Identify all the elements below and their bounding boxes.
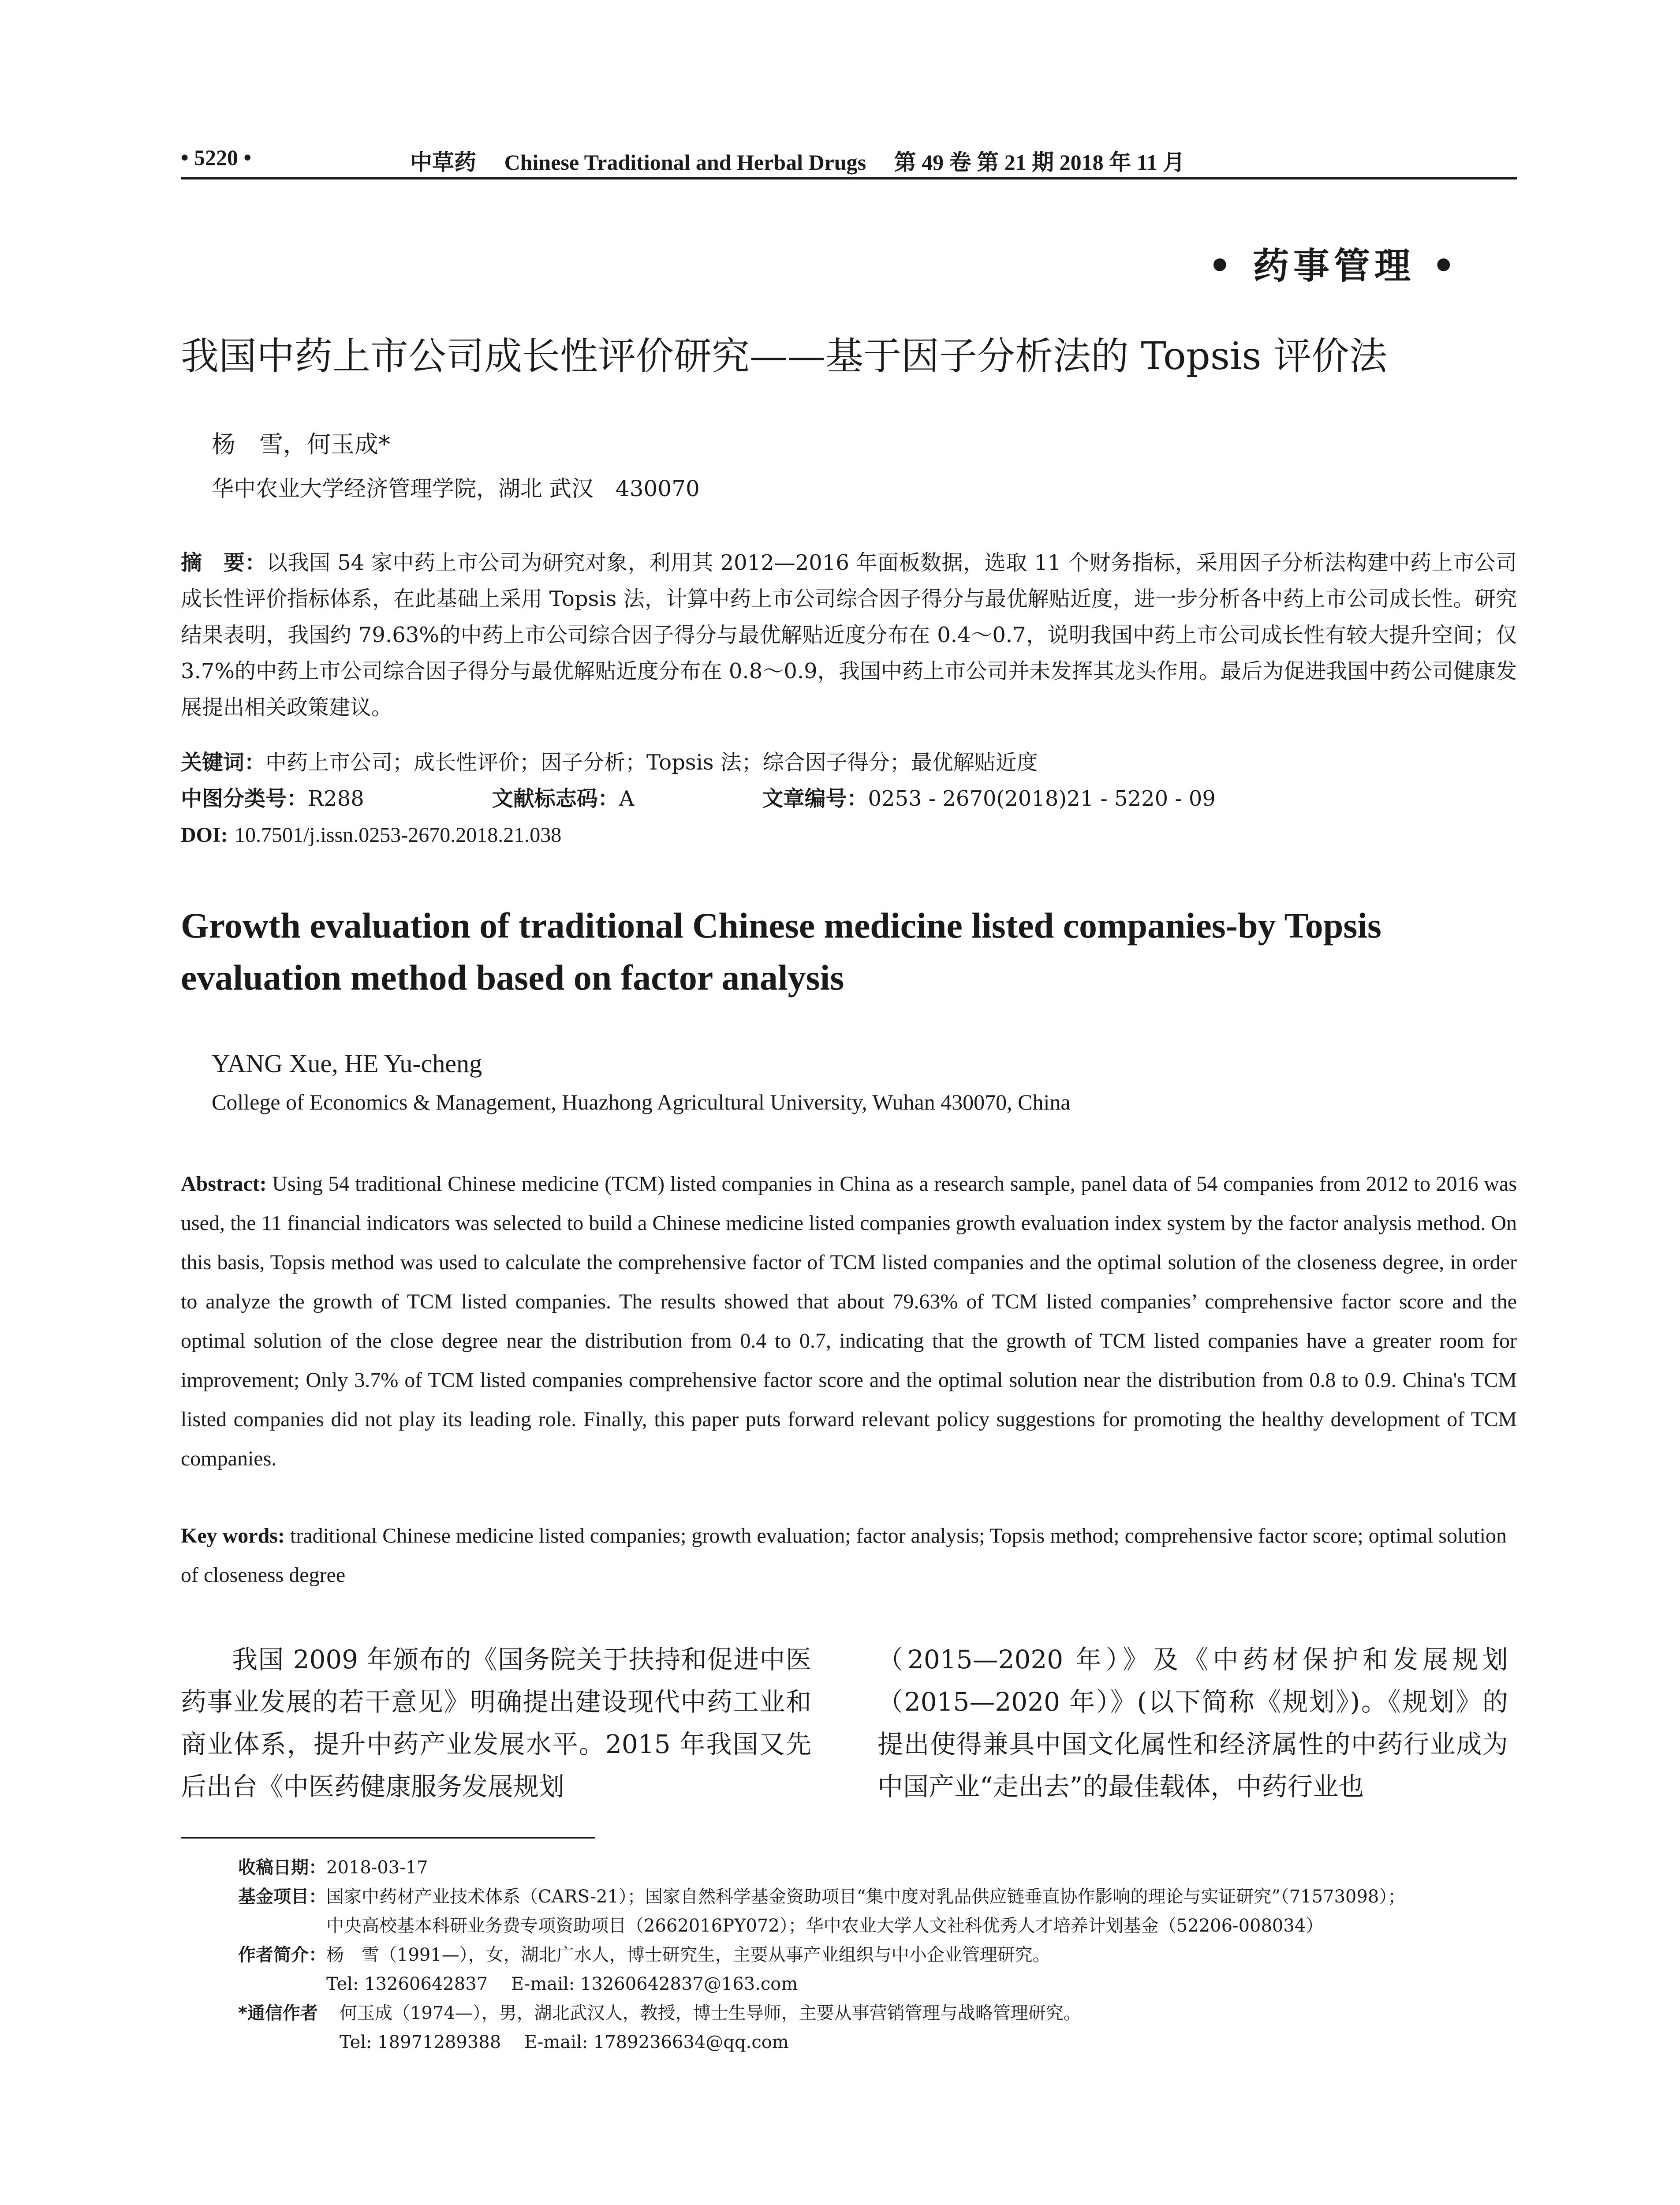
corresponding-label: *通信作者 xyxy=(238,2003,318,2023)
footnote-fund xyxy=(238,1882,1517,1940)
keywords-en-label: Key words: xyxy=(181,1524,285,1547)
body-column-right: （2015—2020 年）》及《中药材保护和发展规划（2015—2020 年）》(以下简称《规划》)。《规划》的提出使得兼具中国文化属性和经济属性的中药行业成为中国产业“走出去”的最佳载体，中药行业也 xyxy=(877,1644,1508,1801)
corresponding-text xyxy=(340,1999,1081,2057)
corresponding-line-1: 何玉成（1974—），男，湖北武汉人，教授，博士生导师，主要从事营销管理与战略管理研究。 xyxy=(340,2003,1081,2023)
clc-value: R288 xyxy=(308,786,364,811)
authors-cn: 杨 雪，何玉成* xyxy=(212,430,390,458)
fund-line-1: 国家中药材产业技术体系（CARS-21）；国家自然科学基金资助项目“集中度对乳品供应链垂直协作影响的理论与实证研究”（71573098）； xyxy=(326,1887,1406,1907)
abstract-cn xyxy=(181,545,1517,725)
abstract-cn-label: 摘 要： xyxy=(181,550,266,575)
running-header xyxy=(181,140,1508,180)
abstract-en-text: Using 54 traditional Chinese medicine (TCM) listed companies in China as a research sample, panel data of 54 companies from 2012 to 2016 was used, the 11 financial indicators was selected to build a Chinese medicine listed companies growth evaluation index system by the factor analysis method. On this basis, Topsis method was used to calculate the comprehensive factor of TCM listed companies and the optimal solution of the closeness degree, in order to analyze the growth of TCM listed companies. The results showed that about 79.63% of TCM listed companies’ comprehensive factor score and the optimal solution of the close degree near the distribution from 0.4 to 0.7, indicating that the growth of TCM listed companies have a greater room for improvement; Only 3.7% of TCM listed companies comprehensive factor score and the optimal solution near the distribution from 0.8 to 0.9. China's TCM listed companies did not play its leading role. Finally, this paper puts forward relevant policy suggestions for promoting the healthy development of TCM companies. xyxy=(181,1172,1517,1470)
author-bio-text xyxy=(326,1940,1050,1999)
author-bio-line-1: 杨 雪（1991—），女，湖北广水人，博士研究生，主要从事产业组织与中小企业管理研究。 xyxy=(326,1945,1050,1965)
fund-line-2: 中央高校基本科研业务费专项资助项目（2662016PY072）；华中农业大学人文社科优秀人才培养计划基金（52206-008034） xyxy=(326,1916,1324,1936)
article-number-label: 文章编号： xyxy=(762,786,868,811)
journal-issue: 第 49 卷 第 21 期 2018 年 11 月 xyxy=(894,150,1185,175)
doc-code-label: 文献标志码： xyxy=(492,786,619,811)
author-bio-label: 作者简介： xyxy=(238,1945,326,1965)
abstract-en xyxy=(181,1164,1517,1478)
journal-info xyxy=(410,145,1185,176)
authors-en: YANG Xue, HE Yu-cheng xyxy=(212,1049,482,1078)
header-rule xyxy=(181,177,1517,179)
affiliation-en: College of Economics & Management, Huazhong Agricultural University, Wuhan 430070, China xyxy=(212,1090,1071,1114)
author-bio-line-2: Tel: 13260642837 E-mail: 13260642837@163.com xyxy=(326,1974,798,1994)
received-value: 2018-03-17 xyxy=(326,1857,428,1878)
footnote-rule xyxy=(181,1837,595,1839)
keywords-cn-label: 关键词： xyxy=(181,750,266,775)
corresponding-line-2: Tel: 18971289388 E-mail: 1789236634@qq.com xyxy=(340,2032,789,2052)
doc-code-value: A xyxy=(619,786,635,811)
footnote-author xyxy=(238,1940,1517,1999)
keywords-cn-text: 中药上市公司；成长性评价；因子分析；Topsis 法；综合因子得分；最优解贴近度 xyxy=(265,750,1038,775)
keywords-en xyxy=(181,1516,1517,1595)
journal-name-cn: 中草药 xyxy=(410,149,476,175)
doi-value: 10.7501/j.issn.0253-2670.2018.21.038 xyxy=(234,823,562,847)
article-number-value: 0253 - 2670(2018)21 - 5220 - 09 xyxy=(868,786,1216,811)
received-label: 收稿日期： xyxy=(238,1857,326,1878)
fund-label: 基金项目： xyxy=(238,1887,326,1907)
classification-line xyxy=(181,781,1517,817)
journal-name-en: Chinese Traditional and Herbal Drugs xyxy=(504,150,866,175)
keywords-cn xyxy=(181,744,1517,781)
footnote-corresponding xyxy=(238,1999,1517,2057)
doi-line xyxy=(181,817,1517,853)
clc-label: 中图分类号： xyxy=(181,786,308,811)
abstract-cn-text: 以我国 54 家中药上市公司为研究对象，利用其 2012—2016 年面板数据，选取 11 个财务指标，采用因子分析法构建中药上市公司成长性评价指标体系，在此基础上采用 Topsis 法，计算中药上市公司综合因子得分与最优解贴近度，进一步分析各中药上市公司成长性。研究结果表明，我国约 79.63%的中药上市公司综合因子得分与最优解贴近度分布在 0.4～0.7，说明我国中药上市公司成长性有较大提升空间；仅 3.7%的中药上市公司综合因子得分与最优解贴近度分布在 0.8～0.9，我国中药上市公司并未发挥其龙头作用。最后为促进我国中药公司健康发展提出相关政策建议。 xyxy=(181,550,1517,720)
affiliation-cn: 华中农业大学经济管理学院，湖北 武汉 430070 xyxy=(212,476,700,501)
section-tag: • 药事管理 • xyxy=(1208,245,1460,287)
title-cn: 我国中药上市公司成长性评价研究——基于因子分析法的 Topsis 评价法 xyxy=(181,334,1387,378)
body-column-left: 我国 2009 年颁布的《国务院关于扶持和促进中医药事业发展的若干意见》明确提出建设现代中药工业和商业体系，提升中药产业发展水平。2015 年我国又先后出台《中医药健康服务发展规划 xyxy=(181,1644,811,1801)
keywords-en-text: traditional Chinese medicine listed companies; growth evaluation; factor analysis; Topsis method; comprehensive factor score; optimal solution of closeness degree xyxy=(181,1524,1507,1587)
title-en: Growth evaluation of traditional Chinese medicine listed companies-by Topsis evaluation method based on factor analysis xyxy=(181,905,1381,998)
fund-text xyxy=(326,1882,1405,1940)
abstract-en-label: Abstract: xyxy=(181,1172,267,1196)
doi-label: DOI: xyxy=(181,823,228,847)
page-number: • 5220 • xyxy=(181,145,252,170)
footnote-received xyxy=(238,1853,1517,1882)
